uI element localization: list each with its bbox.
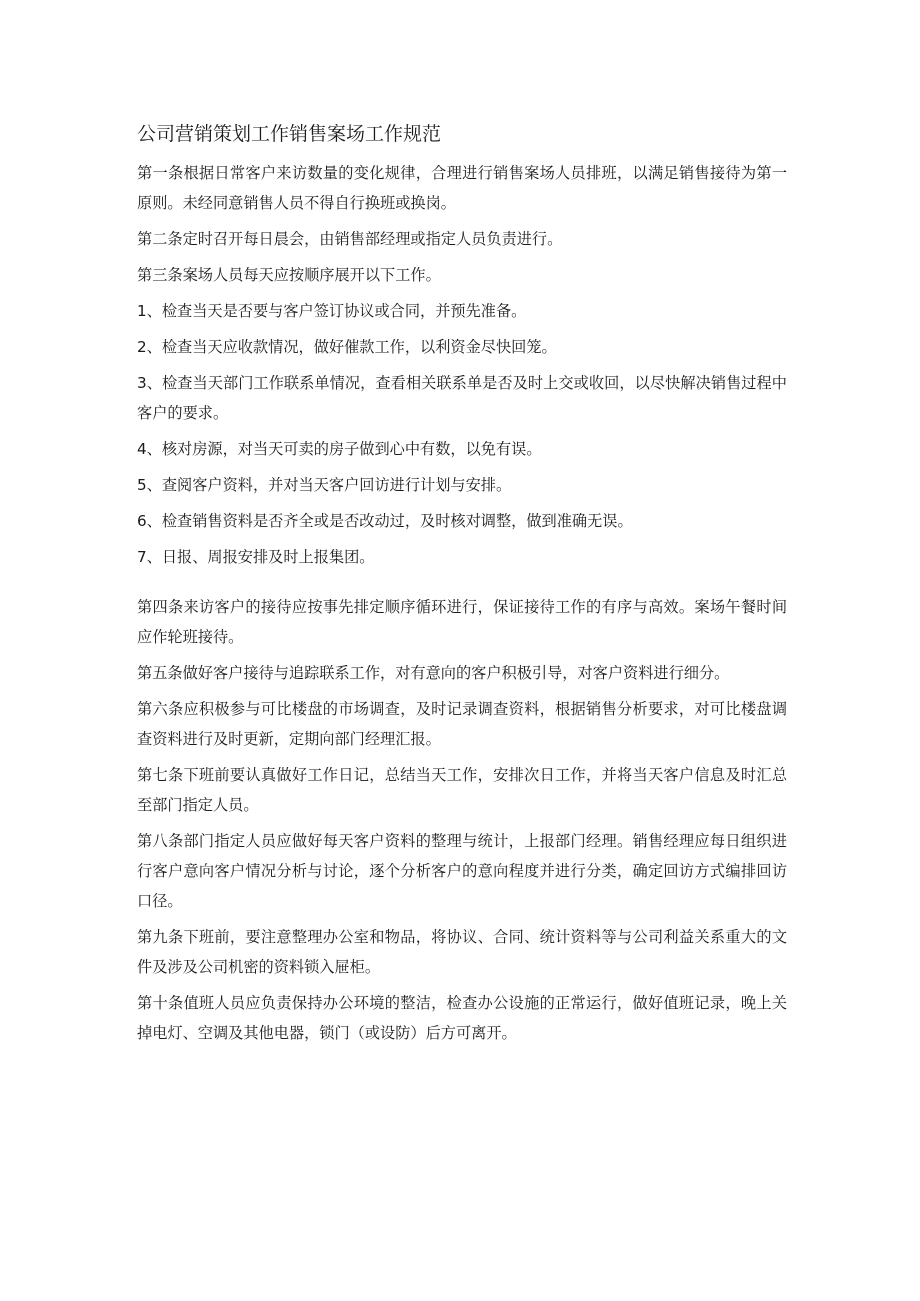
paragraph-article-8: 第八条部门指定人员应做好每天客户资料的整理与统计，上报部门经理。销售经理应每日组织进行客户意向客户情况分析与讨论，逐个分析客户的意向程度并进行分类，确定回访方式编排回访口径。: [137, 832, 787, 910]
list-item-6: 6、检查销售资料是否齐全或是否改动过，及时核对调整，做到准确无误。: [137, 512, 633, 530]
paragraph-article-9: 第九条下班前，要注意整理办公室和物品，将协议、合同、统计资料等与公司利益关系重大的文件及涉及公司机密的资料锁入屉柜。: [137, 928, 787, 976]
paragraph-article-4: 第四条来访客户的接待应按事先排定顺序循环进行，保证接待工作的有序与高效。案场午餐时间应作轮班接待。: [137, 598, 787, 646]
paragraph-article-10: 第十条值班人员应负责保持办公环境的整洁，检查办公设施的正常运行，做好值班记录，晚上关掉电灯、空调及其他电器，锁门（或设防）后方可离开。: [137, 994, 787, 1042]
list-item-2: 2、检查当天应收款情况，做好催款工作，以利资金尽快回笼。: [137, 338, 557, 356]
paragraph-article-3: 第三条案场人员每天应按顺序展开以下工作。: [137, 266, 441, 284]
paragraph-article-1: 第一条根据日常客户来访数量的变化规律，合理进行销售案场人员排班，以满足销售接待为第一原则。未经同意销售人员不得自行换班或换岗。: [137, 164, 787, 212]
paragraph-article-2: 第二条定时召开每日晨会，由销售部经理或指定人员负责进行。: [137, 230, 563, 248]
document-body: [137, 120, 787, 1054]
paragraph-article-7: 第七条下班前要认真做好工作日记，总结当天工作，安排次日工作，并将当天客户信息及时汇总至部门指定人员。: [137, 766, 787, 814]
document-title: 公司营销策划工作销售案场工作规范: [137, 123, 442, 145]
list-item-1: 1、检查当天是否要与客户签订协议或合同，并预先准备。: [137, 302, 527, 320]
list-item-4: 4、核对房源，对当天可卖的房子做到心中有数，以免有误。: [137, 440, 542, 458]
paragraph-article-5: 第五条做好客户接待与追踪联系工作，对有意向的客户积极引导，对客户资料进行细分。: [137, 664, 730, 682]
list-item-7: 7、日报、周报安排及时上报集团。: [137, 548, 375, 566]
list-item-3: 3、检查当天部门工作联系单情况，查看相关联系单是否及时上交或收回，以尽快解决销售过程中客户的要求。: [137, 374, 787, 422]
list-item-5: 5、查阅客户资料，并对当天客户回访进行计划与安排。: [137, 476, 512, 494]
paragraph-article-6: 第六条应积极参与可比楼盘的市场调查，及时记录调查资料，根据销售分析要求，对可比楼盘调查资料进行及时更新，定期向部门经理汇报。: [137, 700, 787, 748]
